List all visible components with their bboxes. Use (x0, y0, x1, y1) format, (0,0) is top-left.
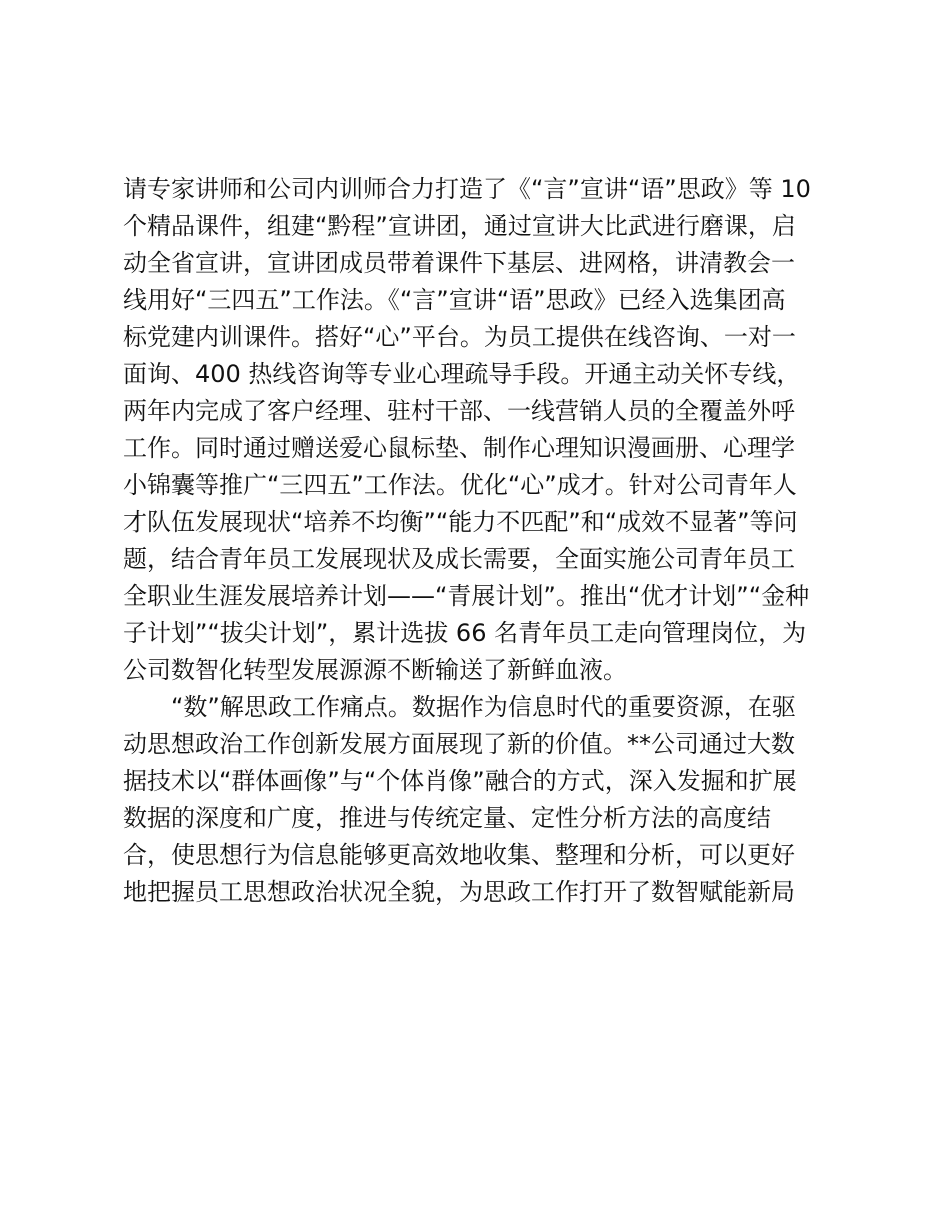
text-line: 动全省宣讲，宣讲团成员带着课件下基层、进网格，讲清教会一 (123, 249, 795, 277)
text-line: 合，使思想行为信息能够更高效地收集、整理和分析，可以更好 (123, 841, 795, 869)
text-line: 面询、400 热线咨询等专业心理疏导手段。开通主动关怀专线， (123, 360, 801, 388)
body-text (123, 171, 843, 911)
text-line: 两年内完成了客户经理、驻村干部、一线营销人员的全覆盖外呼 (123, 397, 795, 425)
text-line: 小锦囊等推广“三四五”工作法。优化“心”成才。针对公司青年人 (123, 471, 797, 499)
text-line: 线用好“三四五”工作法。《“言”宣讲“语”思政》已经入选集团高 (123, 286, 786, 314)
text-line: 个精品课件，组建“黔程”宣讲团，通过宣讲大比武进行磨课，启 (123, 212, 796, 240)
text-line: 才队伍发展现状“培养不均衡”“能力不匹配”和“成效不显著”等问 (123, 508, 798, 536)
text-line: 公司数智化转型发展源源不断输送了新鲜血液。 (123, 656, 627, 684)
text-line: 子计划”“拔尖计划”，累计选拔 66 名青年员工走向管理岗位，为 (123, 619, 807, 647)
text-line: 题，结合青年员工发展现状及成长需要，全面实施公司青年员工 (123, 545, 795, 573)
text-line: 数据的深度和广度，推进与传统定量、定性分析方法的高度结 (123, 804, 771, 832)
text-line: 工作。同时通过赠送爱心鼠标垫、制作心理知识漫画册、心理学 (123, 434, 795, 462)
text-line: 标党建内训课件。搭好“心”平台。为员工提供在线咨询、一对一 (123, 323, 796, 351)
text-line: 全职业生涯发展培养计划——“青展计划”。推出“优才计划”“金种 (123, 582, 810, 610)
paragraph-start-line: “数”解思政工作痛点。数据作为信息时代的重要资源，在驱 (171, 693, 796, 721)
text-line: 动思想政治工作创新发展方面展现了新的价值。**公司通过大数 (123, 730, 795, 758)
text-line: 地把握员工思想政治状况全貌，为思政工作打开了数智赋能新局 (123, 878, 795, 906)
text-line: 请专家讲师和公司内训师合力打造了《“言”宣讲“语”思政》等 10 (123, 175, 811, 203)
text-line: 据技术以“群体画像”与“个体肖像”融合的方式，深入发掘和扩展 (123, 767, 797, 795)
